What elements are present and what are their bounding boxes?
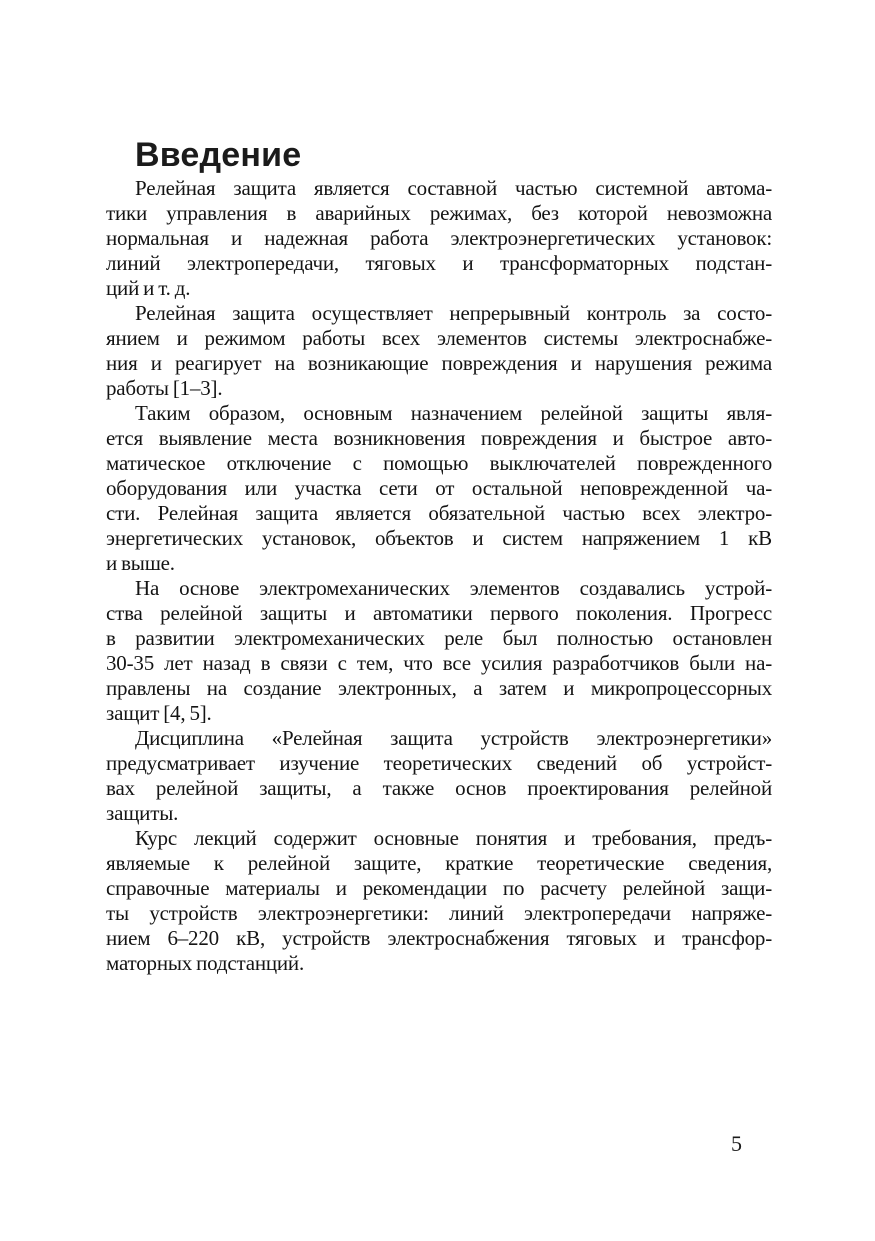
text-line: правлены на создание электронных, а затем и микропроцессорных bbox=[106, 676, 772, 700]
body-text bbox=[106, 176, 772, 976]
text-line: Релейная защита осуществляет непрерывный контроль за состо- bbox=[135, 301, 772, 325]
text-line: маторных подстанций. bbox=[106, 951, 305, 975]
text-line: являемые к релейной защите, краткие теоретические сведения, bbox=[106, 851, 772, 875]
text-line: предусматривает изучение теоретических сведений об устройст- bbox=[106, 751, 772, 775]
text-line: в развитии электромеханических реле был полностью остановлен bbox=[106, 626, 772, 650]
text-line: Курс лекций содержит основные понятия и требования, предъ- bbox=[135, 826, 772, 850]
text-line: нием 6–220 кВ, устройств электроснабжения тяговых и трансфор- bbox=[106, 926, 772, 950]
text-line: ния и реагирует на возникающие повреждения и нарушения режима bbox=[106, 351, 772, 375]
text-line: матическое отключение с помощью выключателей поврежденного bbox=[106, 451, 772, 475]
text-line: На основе электромеханических элементов создавались устрой- bbox=[135, 576, 772, 600]
text-line: вах релейной защиты, а также основ проектирования релейной bbox=[106, 776, 772, 800]
chapter-heading: Введение bbox=[135, 135, 302, 174]
text-line: ты устройств электроэнергетики: линий электропередачи напряже- bbox=[106, 901, 772, 925]
text-line: Дисциплина «Релейная защита устройств электроэнергетики» bbox=[135, 726, 772, 750]
text-line: 30-35 лет назад в связи с тем, что все усилия разработчиков были на- bbox=[106, 651, 772, 675]
text-line: оборудования или участка сети от остальной неповрежденной ча- bbox=[106, 476, 772, 500]
text-line: работы [1–3]. bbox=[106, 376, 223, 400]
text-line: янием и режимом работы всех элементов системы электроснабже- bbox=[106, 326, 772, 350]
text-line: Таким образом, основным назначением релейной защиты явля- bbox=[135, 401, 772, 425]
text-line: защит [4, 5]. bbox=[106, 701, 212, 725]
text-line: и выше. bbox=[106, 551, 175, 575]
text-line: справочные материалы и рекомендации по расчету релейной защи- bbox=[106, 876, 772, 900]
text-line: ства релейной защиты и автоматики первого поколения. Прогресс bbox=[106, 601, 772, 625]
text-line: нормальная и надежная работа электроэнергетических установок: bbox=[106, 226, 772, 250]
text-line: ций и т. д. bbox=[106, 276, 191, 300]
text-line: защиты. bbox=[106, 801, 179, 825]
page-number: 5 bbox=[731, 1131, 742, 1156]
text-line: Релейная защита является составной частью системной автома- bbox=[135, 176, 772, 200]
text-line: линий электропередачи, тяговых и трансформаторных подстан- bbox=[106, 251, 772, 275]
text-line: энергетических установок, объектов и систем напряжением 1 кВ bbox=[106, 526, 772, 550]
text-line: сти. Релейная защита является обязательной частью всех электро- bbox=[106, 501, 772, 525]
text-line: тики управления в аварийных режимах, без которой невозможна bbox=[106, 201, 772, 225]
text-line: ется выявление места возникновения повреждения и быстрое авто- bbox=[106, 426, 772, 450]
